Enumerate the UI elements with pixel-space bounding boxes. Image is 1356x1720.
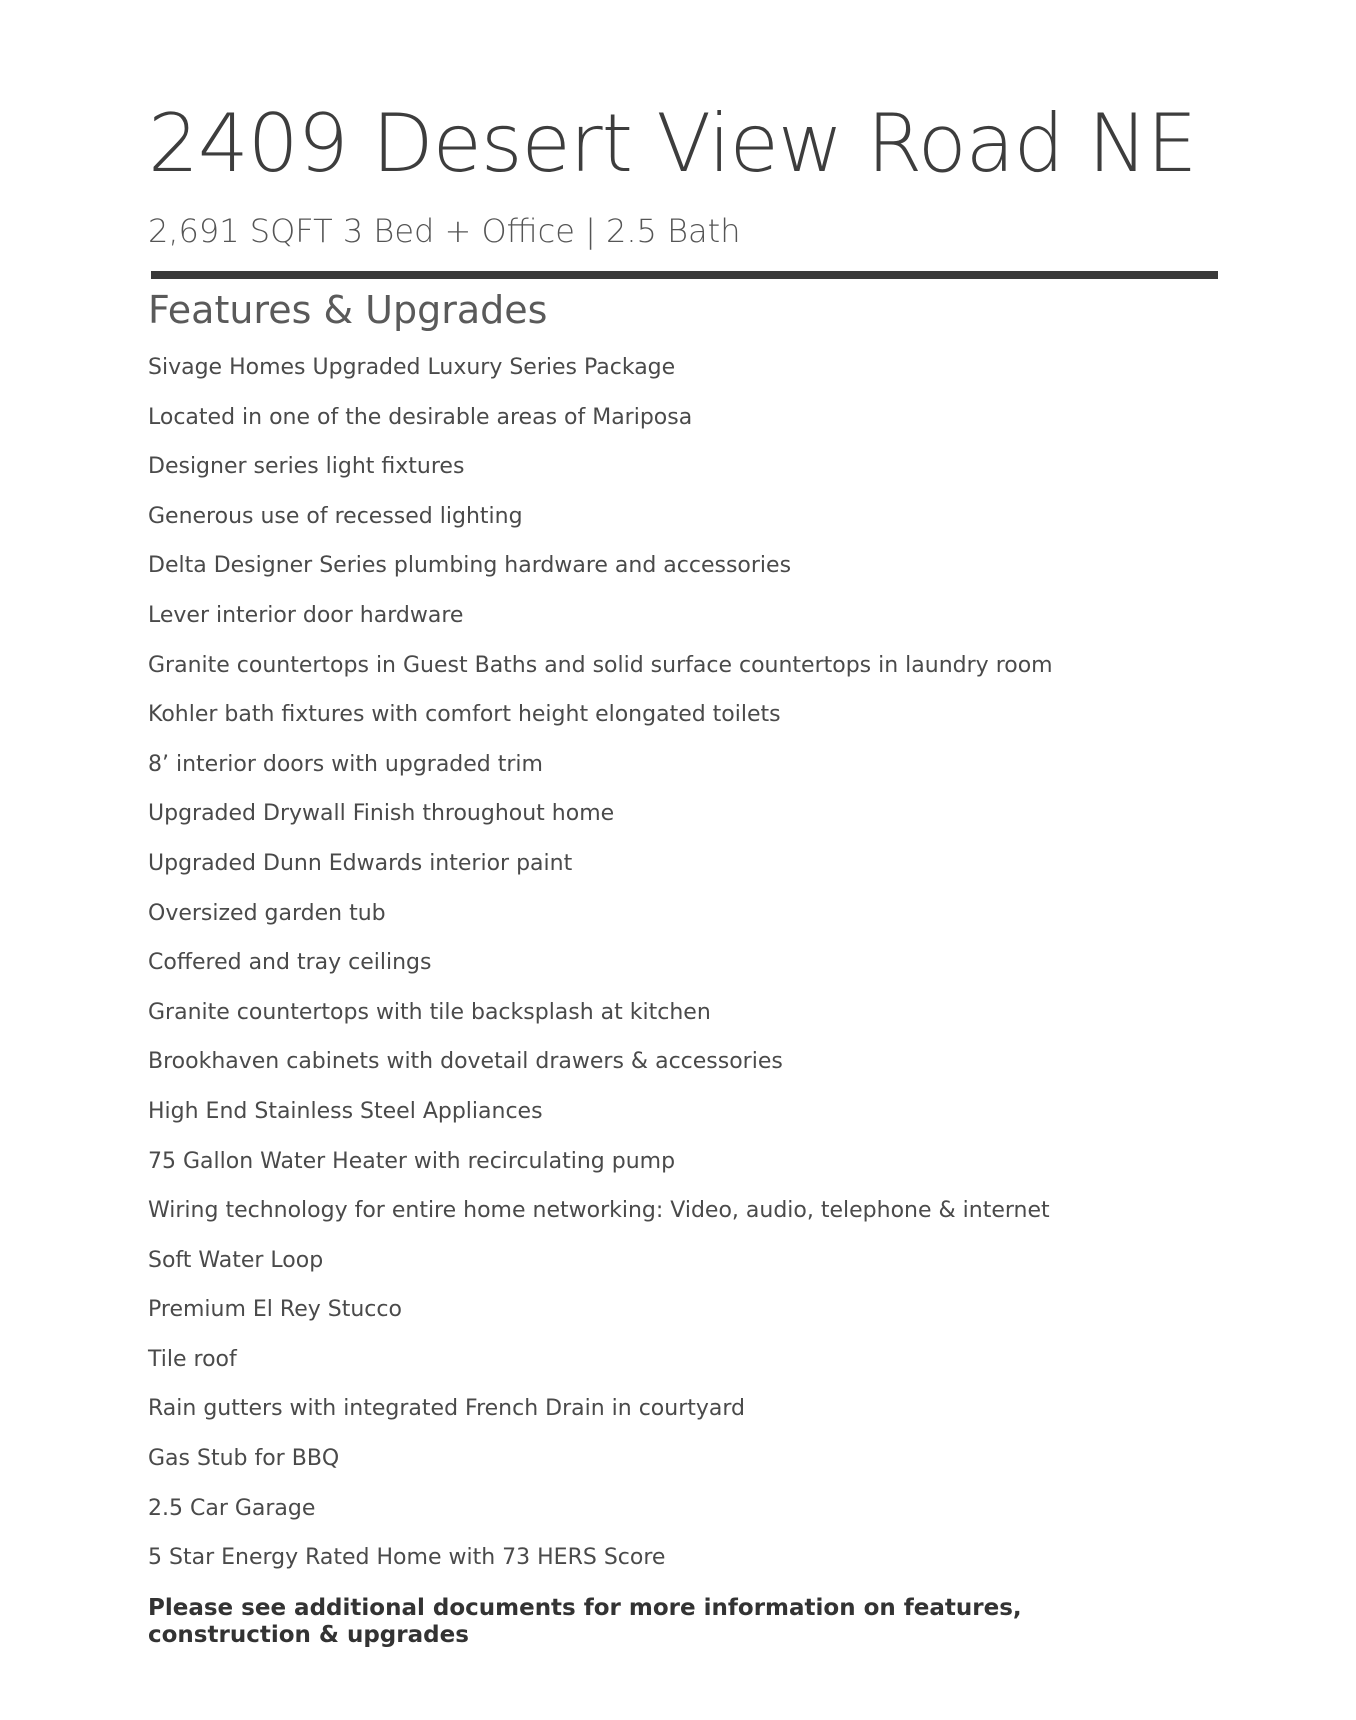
feature-item: Coffered and tray ceilings bbox=[148, 950, 432, 976]
feature-item: Designer series light fixtures bbox=[148, 454, 465, 480]
feature-item: Premium El Rey Stucco bbox=[148, 1297, 402, 1323]
feature-item: Tile roof bbox=[148, 1346, 237, 1372]
feature-item: Gas Stub for BBQ bbox=[148, 1446, 340, 1472]
feature-item: Upgraded Dunn Edwards interior paint bbox=[148, 850, 573, 876]
feature-item: 75 Gallon Water Heater with recirculating pump bbox=[148, 1148, 676, 1174]
feature-item: Generous use of recessed lighting bbox=[148, 503, 523, 529]
additional-documents-note: Please see additional documents for more information on features, construction & upgrades bbox=[148, 1595, 1022, 1648]
page-title: 2409 Desert View Road NE bbox=[148, 97, 1197, 190]
feature-item: High End Stainless Steel Appliances bbox=[148, 1098, 543, 1124]
feature-item: Lever interior door hardware bbox=[148, 602, 464, 628]
feature-item: Wiring technology for entire home networking: Video, audio, telephone & internet bbox=[148, 1198, 1050, 1224]
feature-item: Delta Designer Series plumbing hardware and accessories bbox=[148, 553, 792, 579]
feature-item: Sivage Homes Upgraded Luxury Series Package bbox=[148, 355, 676, 380]
property-summary: 2,691 SQFT 3 Bed + Office | 2.5 Bath bbox=[148, 212, 741, 250]
feature-item: Granite countertops in Guest Baths and solid surface countertops in laundry room bbox=[148, 652, 1053, 678]
feature-item: Upgraded Drywall Finish throughout home bbox=[148, 801, 615, 827]
feature-item: Located in one of the desirable areas of Mariposa bbox=[148, 404, 693, 430]
feature-item: 8’ interior doors with upgraded trim bbox=[148, 751, 543, 777]
section-heading: Features & Upgrades bbox=[148, 288, 548, 332]
feature-item: Kohler bath fixtures with comfort height elongated toilets bbox=[148, 702, 781, 728]
features-list bbox=[148, 354, 1053, 1594]
feature-item: Granite countertops with tile backsplash at kitchen bbox=[148, 999, 711, 1025]
feature-item: 2.5 Car Garage bbox=[148, 1495, 316, 1521]
header-divider bbox=[151, 271, 1218, 279]
feature-item: Soft Water Loop bbox=[148, 1247, 324, 1273]
feature-item: Oversized garden tub bbox=[148, 900, 386, 926]
feature-item: Rain gutters with integrated French Drain in courtyard bbox=[148, 1396, 746, 1422]
feature-item: Brookhaven cabinets with dovetail drawers & accessories bbox=[148, 1049, 783, 1075]
feature-item: 5 Star Energy Rated Home with 73 HERS Score bbox=[148, 1545, 666, 1571]
